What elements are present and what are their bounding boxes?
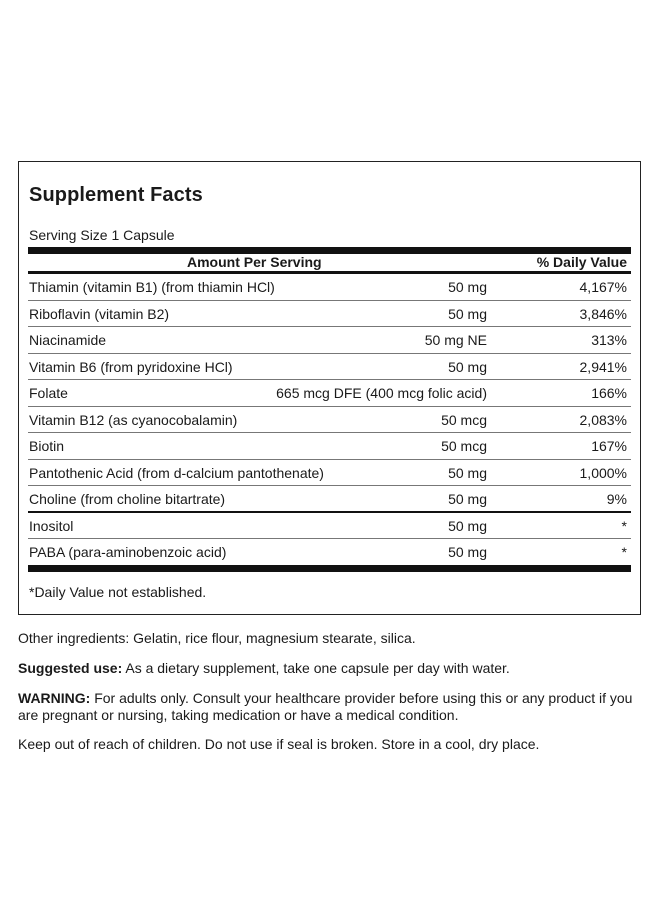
nutrient-amount: 50 mcg	[441, 438, 487, 454]
storage-note: Keep out of reach of children. Do not use if seal is broken. Store in a cool, dry place.	[18, 736, 540, 752]
nutrient-daily-value: 166%	[591, 385, 627, 401]
nutrient-name: PABA (para-aminobenzoic acid)	[29, 544, 227, 560]
nutrient-name: Biotin	[29, 438, 65, 454]
table-row	[28, 274, 631, 301]
nutrient-amount: 50 mg	[448, 464, 487, 481]
other-ingredients: Other ingredients: Gelatin, rice flour, magnesium stearate, silica.	[18, 630, 416, 646]
table-row	[28, 539, 631, 566]
supplement-facts-panel	[18, 161, 641, 615]
nutrient-daily-value: *	[621, 517, 627, 534]
nutrient-amount: 50 mg	[448, 544, 487, 560]
nutrient-name: Pantothenic Acid (from d-calcium pantothenate)	[29, 464, 324, 481]
nutrient-amount: 50 mcg	[441, 411, 487, 428]
table-row	[28, 433, 631, 460]
nutrient-daily-value: 4,167%	[579, 279, 627, 295]
suggested-use-label: Suggested use:	[18, 660, 123, 676]
nutrient-name: Inositol	[29, 517, 74, 534]
top-thick-rule	[28, 247, 631, 254]
nutrient-name: Folate	[29, 385, 68, 401]
nutrient-amount: 50 mg	[448, 279, 487, 295]
nutrient-daily-value: *	[621, 544, 627, 560]
nutrient-name: Vitamin B6 (from pyridoxine HCl)	[29, 358, 233, 375]
nutrient-amount: 50 mg NE	[424, 332, 487, 348]
daily-value-header: % Daily Value	[536, 254, 627, 270]
warning-label: WARNING:	[18, 690, 91, 706]
nutrient-daily-value: 167%	[591, 438, 627, 454]
table-row	[28, 460, 631, 487]
table-row	[28, 407, 631, 434]
nutrient-name: Vitamin B12 (as cyanocobalamin)	[29, 411, 238, 428]
nutrient-amount: 665 mcg DFE (400 mcg folic acid)	[276, 385, 487, 401]
nutrient-daily-value: 2,083%	[579, 411, 627, 428]
nutrient-daily-value: 313%	[591, 332, 627, 348]
table-row	[28, 354, 631, 381]
suggested-use	[18, 660, 638, 677]
nutrient-amount: 50 mg	[448, 305, 487, 322]
serving-size: Serving Size 1 Capsule	[29, 227, 175, 243]
nutrient-daily-value: 2,941%	[579, 358, 627, 375]
nutrient-name: Thiamin (vitamin B1) (from thiamin HCl)	[29, 279, 275, 295]
nutrient-daily-value: 1,000%	[579, 464, 627, 481]
nutrient-amount: 50 mg	[448, 358, 487, 375]
nutrient-name: Niacinamide	[29, 332, 107, 348]
nutrient-name: Choline (from choline bitartrate)	[29, 491, 226, 507]
amount-per-serving-header: Amount Per Serving	[187, 254, 322, 270]
table-row	[28, 486, 631, 513]
bottom-thick-rule	[28, 565, 631, 572]
daily-value-footnote: *Daily Value not established.	[29, 584, 207, 600]
suggested-use-text: As a dietary supplement, take one capsule per day with water.	[122, 660, 510, 676]
table-row	[28, 301, 631, 328]
nutrient-daily-value: 3,846%	[579, 305, 627, 322]
table-row	[28, 513, 631, 540]
facts-title: Supplement Facts	[29, 184, 203, 206]
nutrient-name: Riboflavin (vitamin B2)	[29, 305, 170, 322]
nutrient-amount: 50 mg	[448, 491, 487, 507]
nutrient-amount: 50 mg	[448, 517, 487, 534]
warning	[18, 690, 638, 724]
warning-text: For adults only. Consult your healthcare provider before using this or any product if you are pregnant or nursing, taking medication or have a medical condition.	[18, 690, 633, 723]
nutrient-daily-value: 9%	[606, 491, 627, 507]
table-row	[28, 327, 631, 354]
table-row	[28, 380, 631, 407]
